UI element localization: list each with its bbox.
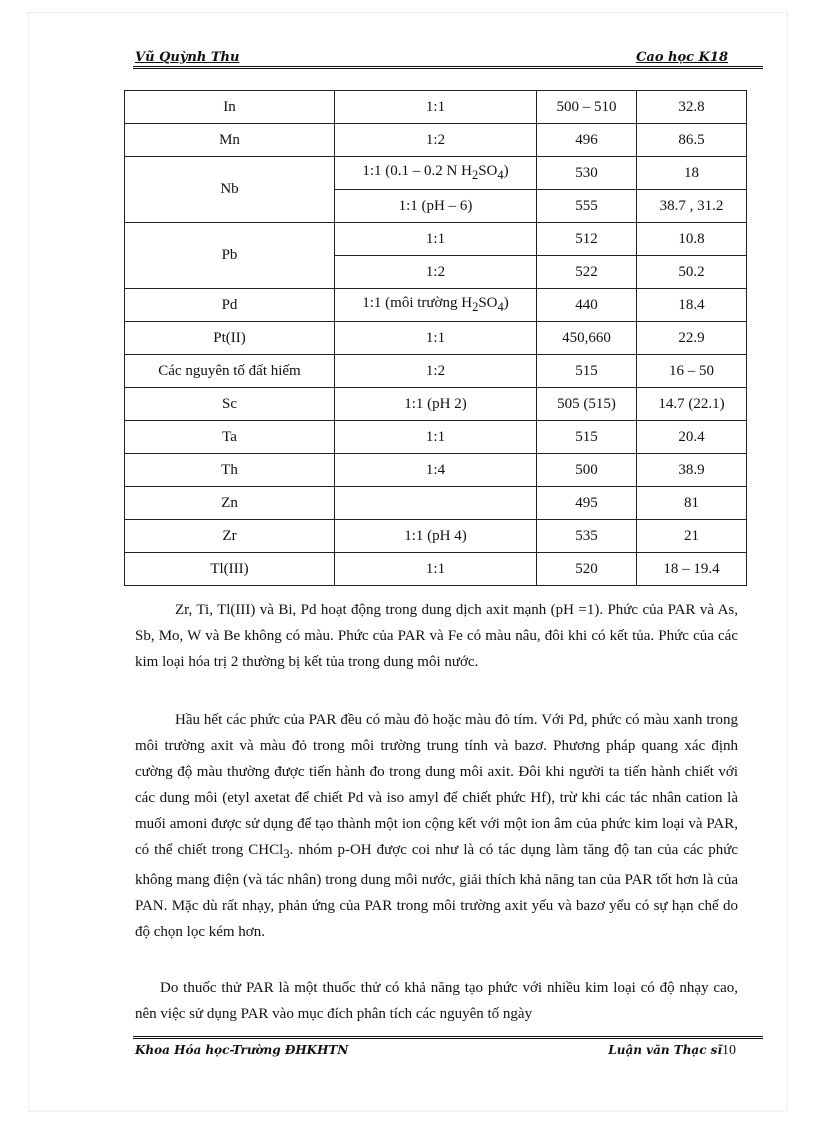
- cell-ratio: 1:2: [335, 355, 537, 388]
- cell-element: Th: [125, 454, 335, 487]
- cell-epsilon: 18.4: [637, 289, 747, 322]
- cell-epsilon: 50.2: [637, 256, 747, 289]
- table-row: [125, 289, 747, 322]
- subscript: 2: [471, 168, 479, 182]
- footer-thesis: [608, 1043, 736, 1059]
- cell-ratio: 1:4: [335, 454, 537, 487]
- cell-ratio: 1:1: [335, 421, 537, 454]
- subscript: 4: [497, 300, 504, 314]
- table-row: [125, 553, 747, 586]
- ratio-text: 1:1 (môi trường H: [362, 295, 473, 311]
- table-row: [125, 355, 747, 388]
- cell-epsilon: 32.8: [637, 91, 747, 124]
- cell-epsilon: 38.7 , 31.2: [637, 190, 747, 223]
- cell-epsilon: 21: [637, 520, 747, 553]
- ratio-text: ): [503, 295, 509, 311]
- cell-wavelength: 495: [537, 487, 637, 520]
- cell-ratio: 1:1: [335, 322, 537, 355]
- paragraph-2: [135, 707, 738, 945]
- cell-element: Tl(III): [125, 553, 335, 586]
- cell-epsilon: 18 – 19.4: [637, 553, 747, 586]
- header-author: Vũ Quỳnh Thu: [135, 50, 240, 65]
- cell-epsilon: 14.7 (22.1): [637, 388, 747, 421]
- table-row: [125, 91, 747, 124]
- table-row: [125, 421, 747, 454]
- cell-epsilon: 38.9: [637, 454, 747, 487]
- cell-wavelength: 512: [537, 223, 637, 256]
- cell-wavelength: 555: [537, 190, 637, 223]
- cell-ratio: 1:1 (pH 2): [335, 388, 537, 421]
- cell-element: Mn: [125, 124, 335, 157]
- table-row: [125, 124, 747, 157]
- cell-wavelength: 500: [537, 454, 637, 487]
- table-row: [125, 388, 747, 421]
- cell-wavelength: 522: [537, 256, 637, 289]
- ratio-text: ): [503, 163, 509, 179]
- footer-thesis-label: Luận văn Thạc sĩ: [608, 1043, 722, 1057]
- cell-epsilon: 16 – 50: [637, 355, 747, 388]
- cell-wavelength: 515: [537, 421, 637, 454]
- footer-rule: [133, 1036, 763, 1039]
- cell-wavelength: 440: [537, 289, 637, 322]
- subscript: 2: [472, 300, 479, 314]
- cell-element: Pt(II): [125, 322, 335, 355]
- cell-wavelength: 450,660: [537, 322, 637, 355]
- header-rule: [133, 66, 763, 69]
- footer-faculty: Khoa Hóa học-Trường ĐHKHTN: [135, 1043, 349, 1057]
- cell-element: Nb: [125, 157, 335, 223]
- paragraph-1: Zr, Ti, Tl(III) và Bi, Pd hoạt động trong dung dịch axit mạnh (pH =1). Phức của PAR và As, Sb, Mo, W và Be không có màu. Phức của PAR và Fe có màu nâu, đôi khi có kết tủa. Phức của các kim loại hóa trị 2 thường bị kết tủa trong dung môi nước.: [135, 602, 738, 670]
- cell-ratio: 1:2: [335, 124, 537, 157]
- cell-ratio: 1:1: [335, 91, 537, 124]
- paragraph-3: Do thuốc thử PAR là một thuốc thử có khả năng tạo phức với nhiều kim loại có độ nhạy cao, nên việc sử dụng PAR vào mục đích phân tích các nguyên tố ngày: [135, 980, 738, 1022]
- cell-ratio: [335, 289, 537, 322]
- cell-element: Zn: [125, 487, 335, 520]
- cell-element: In: [125, 91, 335, 124]
- cell-ratio: 1:1: [335, 553, 537, 586]
- cell-element: Các nguyên tố đất hiếm: [125, 355, 335, 388]
- cell-ratio: [335, 157, 537, 190]
- ratio-text: 1:1 (0.1 – 0.2 N H: [362, 163, 472, 179]
- cell-epsilon: 10.8: [637, 223, 747, 256]
- cell-epsilon: 86.5: [637, 124, 747, 157]
- cell-ratio: [335, 487, 537, 520]
- cell-wavelength: 496: [537, 124, 637, 157]
- cell-epsilon: 22.9: [637, 322, 747, 355]
- table-row: [125, 454, 747, 487]
- cell-element: Pb: [125, 223, 335, 289]
- cell-wavelength: 515: [537, 355, 637, 388]
- cell-ratio: 1:1 (pH 4): [335, 520, 537, 553]
- cell-wavelength: 530: [537, 157, 637, 190]
- cell-epsilon: 81: [637, 487, 747, 520]
- ratio-text: SO: [478, 295, 498, 311]
- cell-element: Sc: [125, 388, 335, 421]
- cell-element: Ta: [125, 421, 335, 454]
- cell-epsilon: 18: [637, 157, 747, 190]
- cell-ratio: 1:1: [335, 223, 537, 256]
- table-row: [125, 520, 747, 553]
- cell-ratio: 1:1 (pH – 6): [335, 190, 537, 223]
- table-row: [125, 487, 747, 520]
- cell-wavelength: 520: [537, 553, 637, 586]
- paragraph-2-text: Hầu hết các phức của PAR đều có màu đỏ hoặc màu đỏ tím. Với Pd, phức có màu xanh trong môi trường axit và màu đỏ trong môi trường trung tính và bazơ. Phương pháp quang xác định cường độ màu thường được tiến hành đo trong dung môi axit. Đôi khi người ta tiến hành chiết với các dung môi (etyl axetat để chiết Pd và iso amyl để chiết phức Hf), trừ khi các tác nhân cation là muối amoni được sử dụng để tạo thành một ion cộng kết với một ion âm của phức kim loại và PAR, có thể chiết trong CHCl: [135, 712, 738, 858]
- subscript: 3: [283, 847, 290, 861]
- table-row: [125, 322, 747, 355]
- header-course: Cao học K18: [636, 50, 728, 65]
- cell-element: Zr: [125, 520, 335, 553]
- cell-wavelength: 505 (515): [537, 388, 637, 421]
- cell-element: Pd: [125, 289, 335, 322]
- complex-table: [124, 90, 747, 586]
- paragraph-2-text-cont: . nhóm p-OH được coi như là có tác dụng làm tăng độ tan của các phức không mang điện (và tác nhân) trong dung môi nước, giải thích khả năng tan của PAR tốt hơn là của PAN. Mặc dù rất nhạy, phản ứng của PAR trong môi trường axit yếu và bazơ yếu có sự hạn chế do độ chọn lọc kém hơn.: [135, 842, 738, 940]
- page-number: 10: [722, 1043, 736, 1058]
- cell-wavelength: 535: [537, 520, 637, 553]
- cell-wavelength: 500 – 510: [537, 91, 637, 124]
- table-row: [125, 223, 747, 256]
- cell-epsilon: 20.4: [637, 421, 747, 454]
- ratio-text: SO: [478, 163, 498, 179]
- table-row: [125, 157, 747, 190]
- subscript: 4: [497, 168, 504, 182]
- cell-ratio: 1:2: [335, 256, 537, 289]
